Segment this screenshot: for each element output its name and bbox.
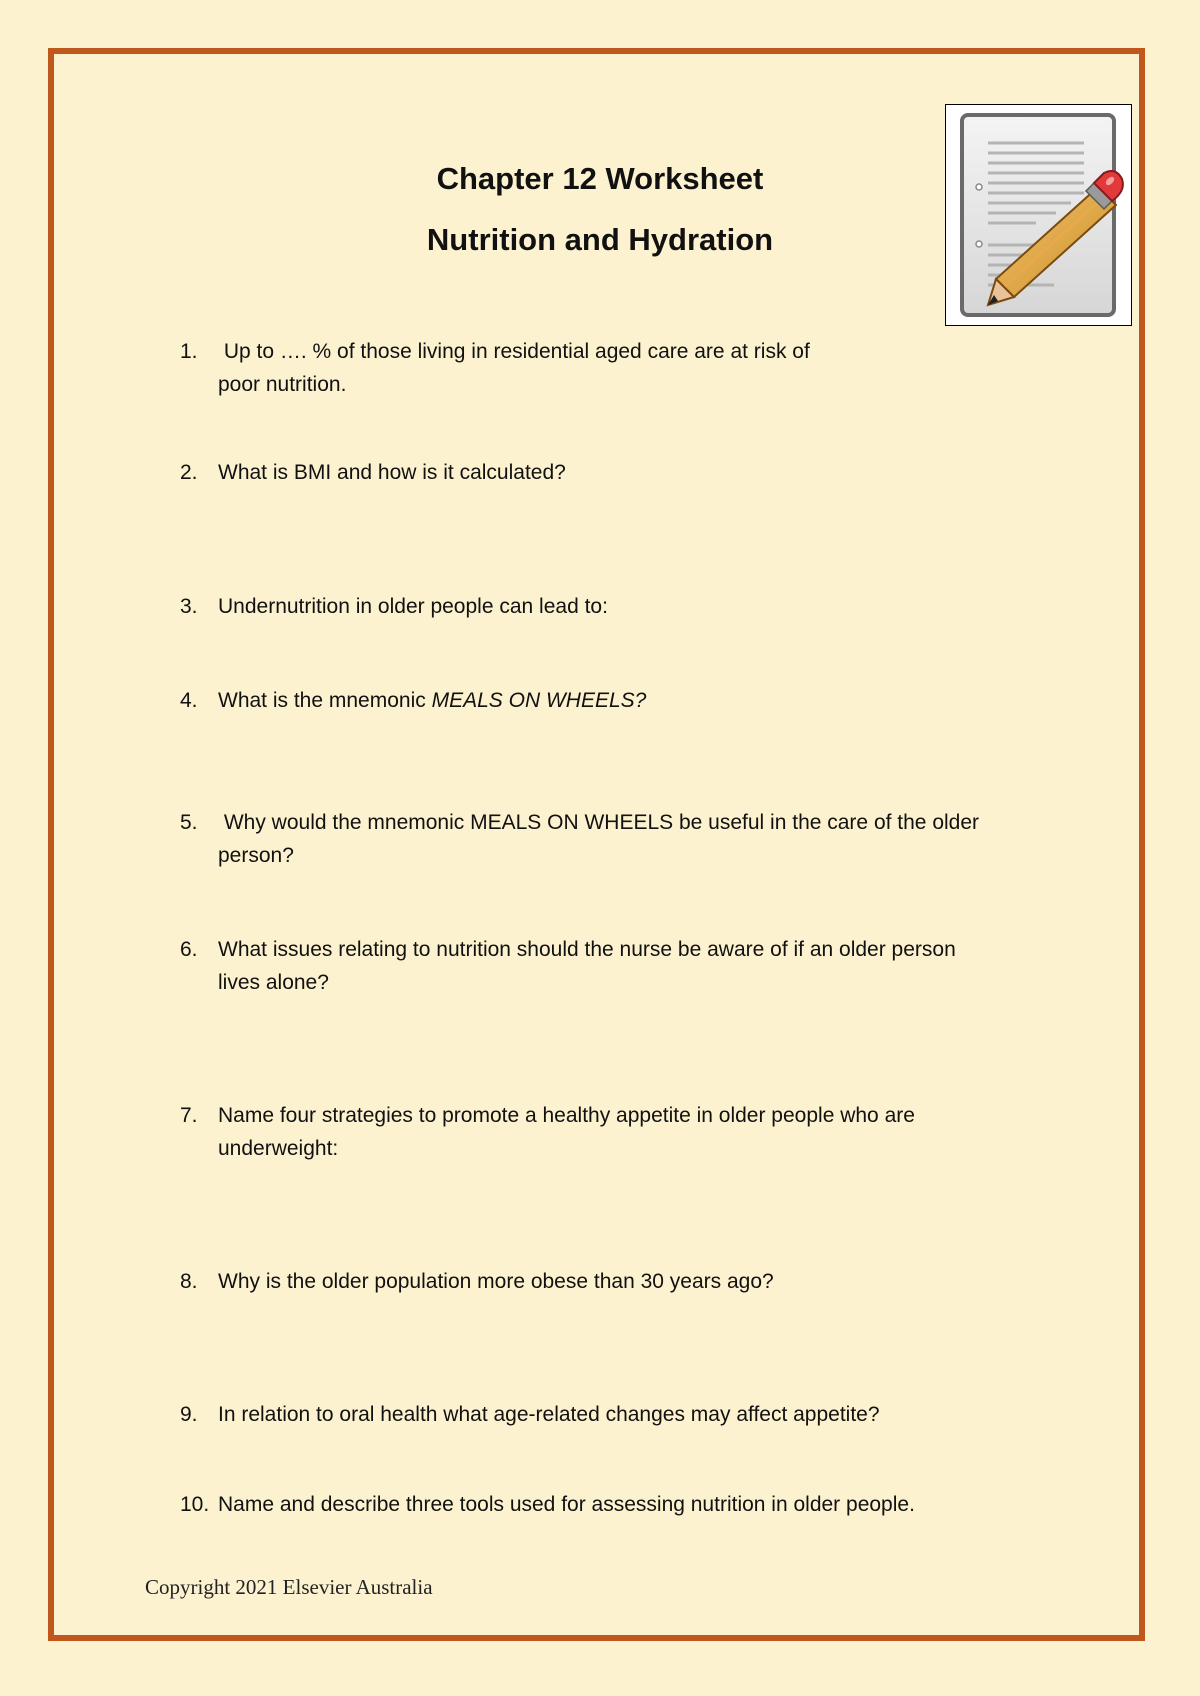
question-text bbox=[218, 684, 1018, 717]
question-line: underweight: bbox=[218, 1137, 339, 1160]
question-text bbox=[218, 1488, 1018, 1521]
question-line: lives alone? bbox=[218, 971, 329, 994]
worksheet-subtitle: Nutrition and Hydration bbox=[426, 222, 774, 257]
question-line: What is the mnemonic bbox=[218, 689, 432, 712]
question-line: Undernutrition in older people can lead to: bbox=[218, 595, 608, 618]
mnemonic-term: MEALS ON WHEELS? bbox=[431, 689, 647, 712]
question-text bbox=[218, 456, 1018, 489]
question-line: In relation to oral health what age-related changes may affect appetite? bbox=[218, 1403, 880, 1426]
question-number: 10. bbox=[180, 1493, 210, 1516]
question-line: person? bbox=[218, 844, 294, 867]
question-text bbox=[218, 1265, 1018, 1298]
question-line: Name four strategies to promote a healthy appetite in older people who are bbox=[218, 1104, 915, 1127]
copyright-footer: Copyright 2021 Elsevier Australia bbox=[145, 1575, 433, 1599]
question-number: 8. bbox=[180, 1270, 198, 1293]
question-text bbox=[218, 335, 1018, 401]
question-line: What is BMI and how is it calculated? bbox=[218, 461, 566, 484]
question-number: 6. bbox=[180, 938, 198, 961]
question-number: 3. bbox=[180, 595, 198, 618]
question-number: 4. bbox=[180, 689, 198, 712]
question-number: 7. bbox=[180, 1104, 198, 1127]
question-line: Why would the mnemonic MEALS ON WHEELS be useful in the care of the older bbox=[218, 811, 980, 834]
question-line: Why is the older population more obese than 30 years ago? bbox=[218, 1270, 774, 1293]
question-number: 1. bbox=[180, 340, 198, 363]
question-number: 9. bbox=[180, 1403, 198, 1426]
question-line: Up to …. % of those living in residential aged care are at risk of bbox=[218, 340, 810, 363]
question-line: Name and describe three tools used for assessing nutrition in older people. bbox=[218, 1493, 915, 1516]
question-line: What issues relating to nutrition should the nurse be aware of if an older person bbox=[218, 938, 956, 961]
question-text bbox=[218, 590, 1018, 623]
question-text bbox=[218, 933, 1018, 999]
question-line: poor nutrition. bbox=[218, 373, 347, 396]
question-number: 2. bbox=[180, 461, 198, 484]
question-number: 5. bbox=[180, 811, 198, 834]
question-text bbox=[218, 1398, 1018, 1431]
worksheet-title: Chapter 12 Worksheet bbox=[436, 161, 764, 196]
question-text bbox=[218, 1099, 1018, 1165]
question-text bbox=[218, 806, 1018, 872]
document-pencil-icon bbox=[945, 104, 1132, 326]
